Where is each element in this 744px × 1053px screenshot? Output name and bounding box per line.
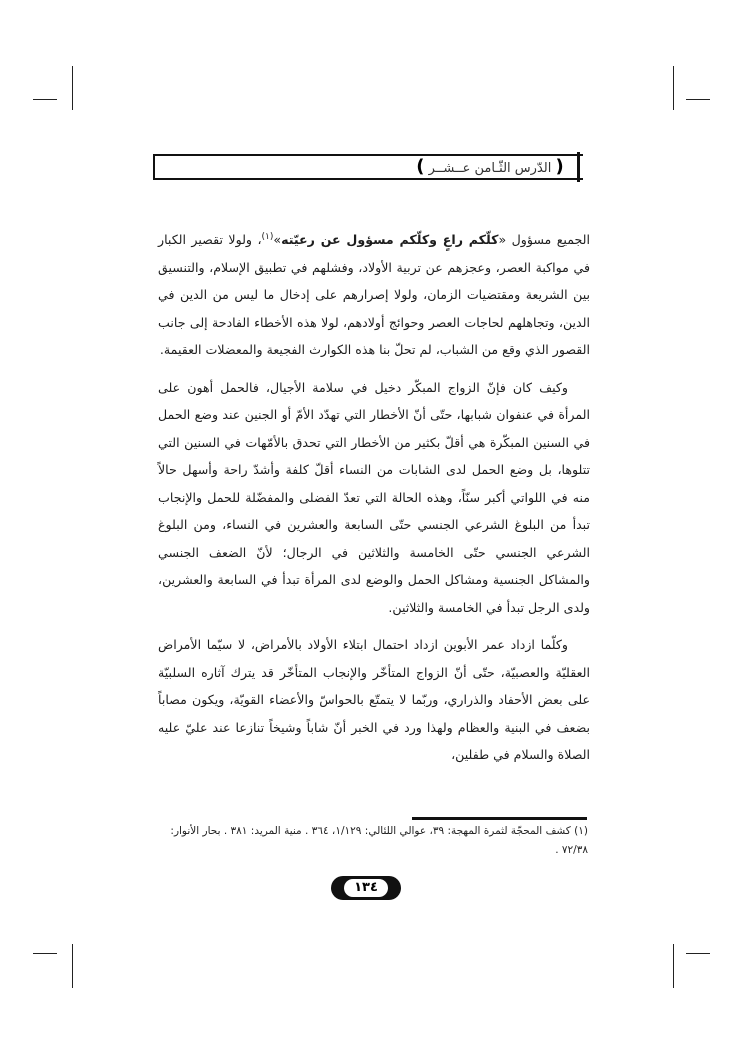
header-frame-end <box>577 152 584 182</box>
paragraph-1 <box>158 224 590 364</box>
page-number: ١٣٤ <box>344 879 388 897</box>
footnote: (١) كشف المحجّة لثمرة المهجة: ٣٩، عوالي اللئالي: ١/١٢٩، ٣٦٤ . منية المريد: ٣٨١ . بحار الأنوار: ٧٢/٣٨ . <box>170 825 588 856</box>
header-paren-close: ) <box>416 156 425 177</box>
body-text <box>158 224 590 779</box>
page-number-badge <box>331 876 401 900</box>
crop-mark-bottom-right-v <box>673 944 674 988</box>
chapter-title: الدّرس الثّـامن عــشــر <box>428 161 552 176</box>
crop-mark-bottom-left-v <box>72 944 73 988</box>
header-paren-open: ( <box>555 156 564 177</box>
crop-mark-bottom-right-h <box>686 953 710 954</box>
hadith-quote: كلّكم راعٍ وكلّكم مسؤول عن رعيّته <box>281 232 499 248</box>
footnote-separator <box>412 817 587 820</box>
footnote-reference: (١) <box>261 232 274 242</box>
running-header <box>410 154 570 180</box>
p1-quote-close: » <box>273 232 282 248</box>
crop-mark-top-left-h <box>33 99 57 100</box>
paragraph-3: وكلّما ازداد عمر الأبوين ازداد احتمال ابتلاء الأولاد بالأمراض، لا سيّما الأمراض العقليّة والعصبيّة، حتّى أنّ الزواج المتأخّر والإنجاب المتأخّر قد يترك آثاره السلبيّة على بعض الأحفاد والذراري، وربّما لا يتمتّع بالحواسّ والأعضاء القويّة، ويكون مصاباً بضعف في البنية والعظام ولهذا ورد في الخبر أنّ شاباً وشيخاً تنازعا عند عليّ عليه الصلاة والسلام في طفلين، <box>158 637 590 763</box>
crop-mark-top-right-v <box>673 66 674 110</box>
p1-rest: ، ولولا تقصير الكبار في مواكبة العصر، وعجزهم عن تربية الأولاد، وفشلهم في تطبيق الإسلام، والتنسيق بين الشريعة ومقتضيات الزمان، ولولا إصرارهم على إدخال ما ليس من الدين في الدين، وتجاهلهم لحاجات العصر وحوائج أولادهم، لولا هذه الأخطاء الفادحة إلى جانب القصور الذي وقع من الشباب، لم تحلّ بنا هذه الكوارث الفجيعة والمعضلات العقيمة. <box>158 232 590 358</box>
paragraph-2: وكيف كان فإنّ الزواج المبكّر دخيل في سلامة الأجيال، فالحمل أهون على المرأة في عنفوان شبابها، حتّى أنّ الأخطار التي تهدّد الأمّ أو الجنين عند وضع الحمل في السنين المبكّرة هي أقلّ بكثير من الأخطار التي تحدق بالأمّهات في السنين التي تتلوها، بل وضع الحمل لدى الشابات من النساء أقلّ كلفة وأشدّ راحة وأسهل حالاً منه في اللواتي أكبر سنّاً، وهذه الحالة التي تعدّ الفضلى والمفضّلة للحمل والإنجاب تبدأ من البلوغ الشرعي الجنسي حتّى السابعة والعشرين في النساء، ومن البلوغ الشرعي الجنسي حتّى الخامسة والثلاثين في الرجال؛ لأنّ الضعف الجنسي والمشاكل الجنسية ومشاكل الحمل والوضع لدى المرأة تبدأ في السابعة والعشرين، ولدى الرجل تبدأ في الخامسة والثلاثين. <box>158 379 590 615</box>
crop-mark-top-right-h <box>686 99 710 100</box>
p1-lead: الجميع مسؤول « <box>498 232 590 248</box>
crop-mark-top-left-v <box>72 66 73 110</box>
crop-mark-bottom-left-h <box>33 953 57 954</box>
